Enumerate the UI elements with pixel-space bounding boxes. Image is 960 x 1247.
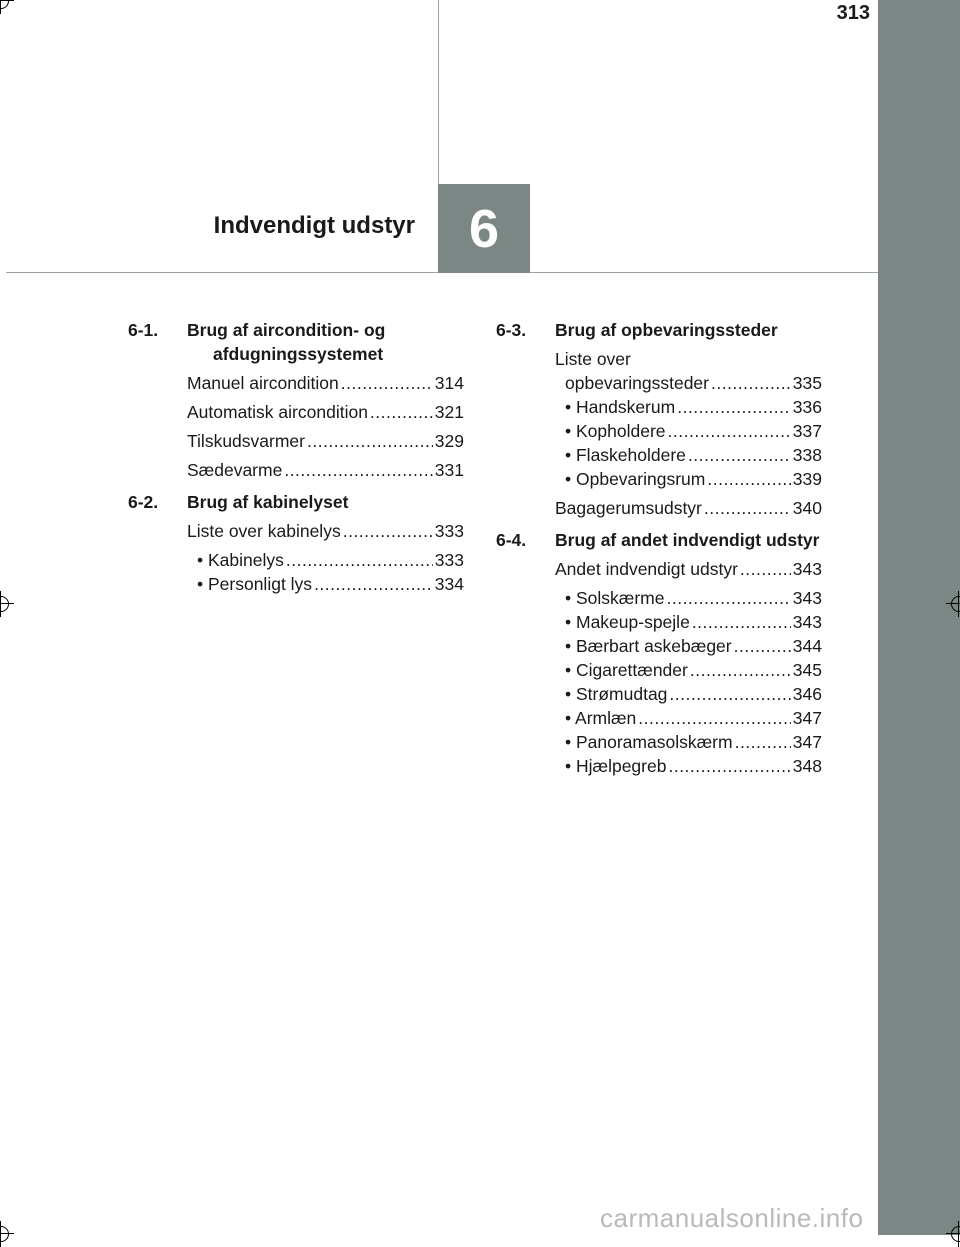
- toc-entry-page: 334: [434, 574, 464, 594]
- watermark: carmanualsonline.info: [600, 1203, 864, 1233]
- section-number: 6-1.: [128, 320, 159, 340]
- toc-entry[interactable]: [555, 419, 822, 443]
- toc-entry-page: 314: [434, 373, 464, 393]
- toc-entry[interactable]: [555, 371, 822, 395]
- toc-right-column: [496, 318, 822, 786]
- toc-entry-label: Andet indvendigt udstyr: [555, 559, 738, 579]
- toc-entry-label: • Bærbart askebæger: [565, 636, 732, 656]
- toc-leader-dots: [668, 419, 791, 443]
- header-vertical-rule: [438, 0, 439, 184]
- toc-entry-label: • Opbevaringsrum: [565, 469, 706, 489]
- toc-entry[interactable]: [187, 400, 464, 424]
- toc-entry-label: Tilskudsvarmer: [187, 431, 305, 451]
- toc-leader-dots: [704, 496, 791, 520]
- toc-entry-page: 337: [792, 421, 822, 441]
- toc-leader-dots: [307, 429, 433, 453]
- toc-entry-label: • Panoramasolskærm: [565, 732, 733, 752]
- section-number: 6-3.: [496, 320, 527, 340]
- toc-entry-page: 344: [792, 636, 822, 656]
- toc-entry[interactable]: [555, 443, 822, 467]
- toc-entry[interactable]: [187, 458, 464, 482]
- toc-leader-dots: [740, 557, 791, 581]
- toc-leader-dots: [668, 754, 790, 778]
- toc-leader-dots: [692, 610, 791, 634]
- toc-leader-dots: [677, 395, 791, 419]
- toc-entry-label: Bagagerumsudstyr: [555, 498, 702, 518]
- toc-entry-page: 345: [792, 660, 822, 680]
- section-title: Brug af andet indvendigt udstyr: [555, 530, 820, 550]
- toc-entry-page: 347: [792, 732, 822, 752]
- toc-entry-page: 339: [792, 469, 822, 489]
- toc-entry[interactable]: [187, 429, 464, 453]
- toc-entry-label-line: Liste over: [555, 349, 631, 369]
- toc-entry-label: • Kabinelys: [197, 550, 284, 570]
- toc-entry-label: • Flaskeholdere: [565, 445, 686, 465]
- toc-entry-page: 343: [792, 612, 822, 632]
- toc-entry-page: 346: [792, 684, 822, 704]
- section-title: Brug af kabinelyset: [187, 492, 349, 512]
- toc-entry-page: 343: [792, 559, 822, 579]
- toc-entry-label: • Makeup-spejle: [565, 612, 690, 632]
- toc-leader-dots: [314, 572, 433, 596]
- toc-entry-label: • Handskerum: [565, 397, 676, 417]
- toc-entry[interactable]: [555, 682, 822, 706]
- toc-entry[interactable]: [555, 586, 822, 610]
- toc-entry[interactable]: [187, 548, 464, 572]
- toc-entry-page: 333: [434, 521, 464, 541]
- section-number: 6-4.: [496, 530, 527, 550]
- toc-section: [496, 528, 822, 778]
- toc-leader-dots: [734, 634, 791, 658]
- registration-mark-icon: [0, 591, 14, 617]
- toc-entry-page: 348: [792, 756, 822, 776]
- section-title: Brug af aircondition- og afdugningssystemet: [187, 320, 386, 364]
- toc-entry[interactable]: [555, 496, 822, 520]
- toc-leader-dots: [284, 458, 432, 482]
- chapter-side-tab: [878, 0, 960, 1235]
- toc-section: [496, 318, 822, 520]
- toc-section: [128, 318, 464, 482]
- page-number: 313: [836, 2, 870, 24]
- section-number: 6-2.: [128, 492, 159, 512]
- section-title: Brug af opbevaringssteder: [555, 320, 778, 340]
- chapter-title: Indvendigt udstyr: [213, 212, 415, 239]
- registration-mark-icon: [946, 1221, 960, 1247]
- toc-leader-dots: [669, 682, 790, 706]
- toc-entry-label: • Strømudtag: [565, 684, 668, 704]
- toc-leader-dots: [370, 400, 433, 424]
- toc-leader-dots: [343, 519, 433, 543]
- toc-entry-label: Automatisk aircondition: [187, 402, 368, 422]
- toc-entry-label: Liste over kabinelys: [187, 521, 341, 541]
- toc-leader-dots: [690, 658, 791, 682]
- toc-entry[interactable]: [187, 519, 464, 543]
- toc-leader-dots: [638, 706, 791, 730]
- toc-entry-page: 338: [792, 445, 822, 465]
- toc-entry-page: 335: [792, 373, 822, 393]
- toc-leader-dots: [286, 548, 433, 572]
- toc-leader-dots: [688, 443, 791, 467]
- toc-entry[interactable]: [555, 706, 822, 730]
- toc-entry[interactable]: [555, 557, 822, 581]
- toc-entry[interactable]: [555, 395, 822, 419]
- toc-entry-page: 340: [792, 498, 822, 518]
- toc-entry[interactable]: [555, 730, 822, 754]
- chapter-number-box: 6: [438, 184, 530, 273]
- toc-entry-label: • Solskærme: [565, 588, 665, 608]
- toc-entry-page: 329: [434, 431, 464, 451]
- toc-entry[interactable]: [555, 610, 822, 634]
- toc-entry-label: • Armlæn: [565, 708, 637, 728]
- registration-mark-icon: [946, 591, 960, 617]
- toc-leader-dots: [341, 371, 433, 395]
- toc-entry[interactable]: [555, 634, 822, 658]
- toc-entry-page: 331: [434, 460, 464, 480]
- toc-entry[interactable]: [555, 658, 822, 682]
- toc-entry-page: 347: [792, 708, 822, 728]
- toc-entry-label: • Cigarettænder: [565, 660, 688, 680]
- toc-entry-page: 343: [792, 588, 822, 608]
- registration-mark-icon: [0, 0, 14, 14]
- toc-entry-label: • Personligt lys: [197, 574, 313, 594]
- toc-entry-page: 336: [792, 397, 822, 417]
- toc-entry-label: • Kopholdere: [565, 421, 666, 441]
- toc-leader-dots: [666, 586, 790, 610]
- toc-entry[interactable]: [555, 467, 822, 491]
- toc-leader-dots: [707, 467, 790, 491]
- toc-entry-label: opbevaringssteder: [565, 373, 709, 393]
- toc-entry-label: • Hjælpegreb: [565, 756, 667, 776]
- toc-entry-page: 333: [434, 550, 464, 570]
- toc-left-column: [128, 318, 464, 604]
- toc-entry-label: Sædevarme: [187, 460, 283, 480]
- registration-mark-icon: [0, 1221, 14, 1247]
- toc-entry[interactable]: [187, 371, 464, 395]
- toc-leader-dots: [735, 730, 791, 754]
- toc-entry[interactable]: [187, 572, 464, 596]
- toc-section: [128, 490, 464, 596]
- toc-entry-page: 321: [434, 402, 464, 422]
- toc-leader-dots: [711, 371, 791, 395]
- toc-entry-label: Manuel aircondition: [187, 373, 339, 393]
- toc-entry[interactable]: [555, 754, 822, 778]
